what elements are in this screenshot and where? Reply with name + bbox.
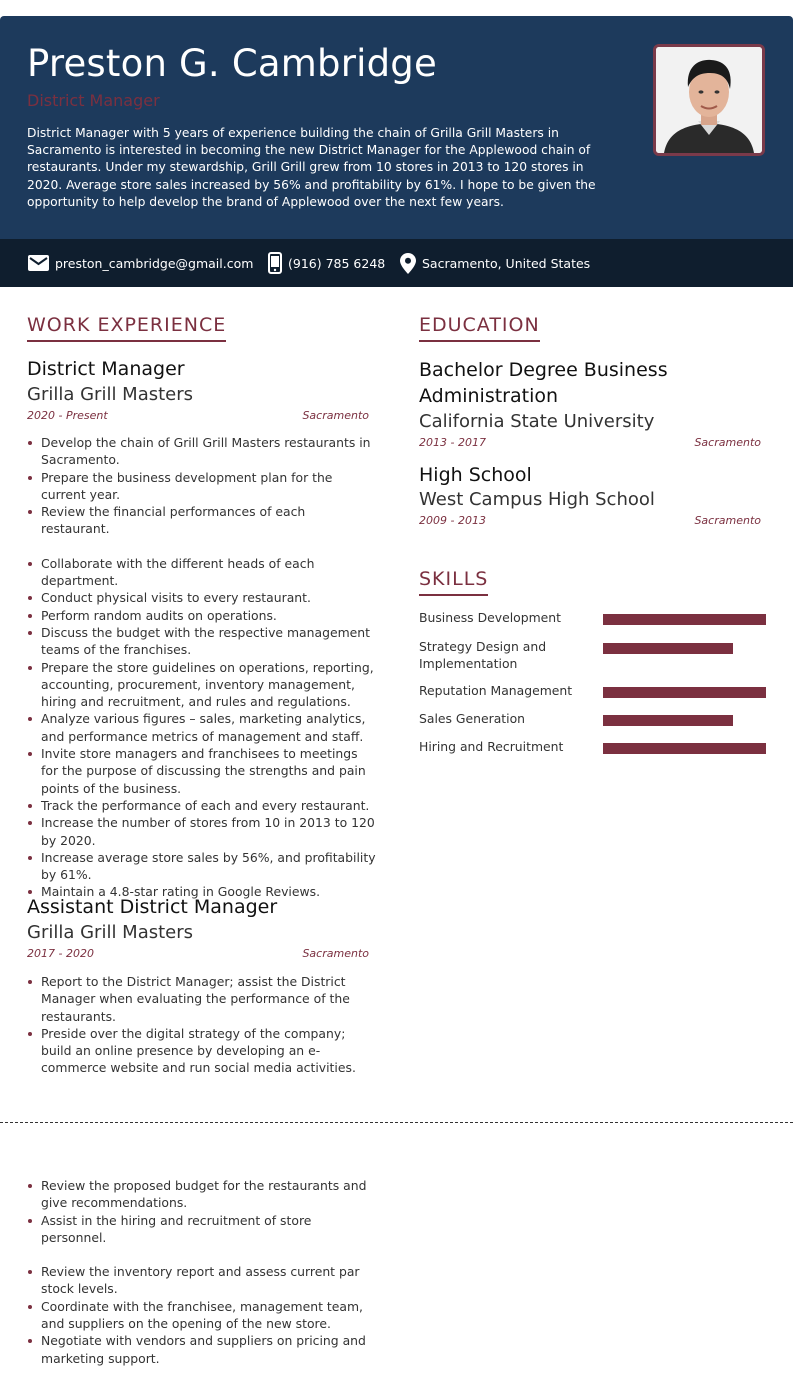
list-item: Develop the chain of Grill Grill Masters restaurants in Sacramento. [27, 434, 377, 469]
skill-level-bar [603, 743, 766, 754]
list-item: Negotiate with vendors and suppliers on pricing and marketing support. [27, 1332, 367, 1367]
job-company: Grilla Grill Masters [27, 922, 194, 943]
skill-level-bar [603, 687, 766, 698]
phone-text: (916) 785 6248 [288, 255, 386, 271]
skill-level-bar [603, 715, 733, 726]
education-dates: 2009 - 2013 [419, 514, 486, 527]
skill-name: Reputation Management [419, 683, 573, 698]
degree-title: High School [419, 464, 532, 486]
list-item: Coordinate with the franchisee, management team, and suppliers on the opening of the new store. [27, 1298, 367, 1333]
job-company: Grilla Grill Masters [27, 384, 194, 405]
work-experience-heading: WORK EXPERIENCE [27, 314, 226, 342]
job-dates: 2020 - Present [27, 409, 108, 422]
job-location: Sacramento [302, 947, 369, 960]
contact-phone[interactable] [268, 239, 385, 287]
list-item: Assist in the hiring and recruitment of store personnel. [27, 1212, 367, 1247]
list-item: Increase average store sales by 56%, and profitability by 61%. [27, 849, 377, 884]
skill-name: Sales Generation [419, 711, 526, 726]
candidate-role: District Manager [27, 91, 160, 110]
job-location: Sacramento [302, 409, 369, 422]
contact-bar [0, 239, 793, 287]
skill-name: Business Development [419, 610, 561, 625]
list-item: Prepare the business development plan for the current year. [27, 469, 377, 504]
candidate-name: Preston G. Cambridge [27, 42, 437, 85]
education-dates: 2013 - 2017 [419, 436, 486, 449]
list-item: Perform random audits on operations. [27, 607, 377, 624]
job-title: Assistant District Manager [27, 896, 278, 918]
skills-heading: SKILLS [419, 568, 488, 596]
job-duties-list [27, 1177, 367, 1367]
envelope-icon [28, 255, 49, 271]
portrait-image [656, 47, 762, 153]
resume-header [0, 16, 793, 239]
list-item: Track the performance of each and every restaurant. [27, 797, 377, 814]
list-item: Report to the District Manager; assist the District Manager when evaluating the performance of the restaurants. [27, 973, 367, 1025]
job-title: District Manager [27, 358, 185, 380]
degree-title: Bachelor Degree Business Administration [419, 359, 668, 407]
job-duties-list [27, 973, 367, 1077]
list-item: Analyze various figures – sales, marketing analytics, and performance metrics of management and staff. [27, 710, 377, 745]
job-dates: 2017 - 2020 [27, 947, 94, 960]
education-location: Sacramento [694, 514, 761, 527]
school-name: West Campus High School [419, 489, 655, 510]
list-item: Collaborate with the different heads of each department. [27, 555, 377, 590]
list-item: Conduct physical visits to every restaurant. [27, 589, 377, 606]
skill-name: Strategy Design and Implementation [419, 639, 547, 671]
skill-level-bar [603, 643, 733, 654]
list-item: Invite store managers and franchisees to meetings for the purpose of discussing the strengths and pain points of the business. [27, 745, 377, 797]
list-item: Preside over the digital strategy of the company; build an online presence by developing an e-commerce website and run social media activities. [27, 1025, 367, 1077]
skill-name: Hiring and Recruitment [419, 739, 564, 754]
map-pin-icon [400, 253, 416, 274]
email-text: preston_cambridge@gmail.com [55, 255, 254, 271]
list-item: Review the financial performances of each restaurant. [27, 503, 377, 538]
page-break-divider [0, 1122, 793, 1123]
school-name: California State University [419, 411, 655, 432]
smartphone-icon [268, 252, 282, 274]
list-item: Maintain a 4.8-star rating in Google Reviews. [27, 883, 377, 900]
education-heading: EDUCATION [419, 314, 540, 342]
profile-summary: District Manager with 5 years of experience building the chain of Grilla Grill Masters in Sacramento is interested in becoming the new District Manager for the Applewood chain of restaurants. Under my stewardship, Grill Grill grew from 10 stores in 2013 to 120 stores in 2020. Average store sales increased by 56% and profitability by 61%. I hope to be given the opportunity to help develop the brand of Applewood over the next few years. [27, 126, 596, 209]
list-item: Review the inventory report and assess current par stock levels. [27, 1263, 367, 1298]
skill-level-bar [603, 614, 766, 625]
contact-email[interactable] [28, 239, 253, 287]
list-item: Prepare the store guidelines on operations, reporting, accounting, procurement, inventory management, hiring and recruitment, and rules and regulations. [27, 659, 377, 711]
list-item: Discuss the budget with the respective management teams of the franchises. [27, 624, 377, 659]
job-duties-list [27, 434, 377, 901]
location-text: Sacramento, United States [422, 255, 591, 271]
list-item: Increase the number of stores from 10 in 2013 to 120 by 2020. [27, 814, 377, 849]
list-item: Review the proposed budget for the restaurants and give recommendations. [27, 1177, 367, 1212]
education-location: Sacramento [694, 436, 761, 449]
contact-location [400, 239, 590, 287]
profile-photo [653, 44, 765, 156]
